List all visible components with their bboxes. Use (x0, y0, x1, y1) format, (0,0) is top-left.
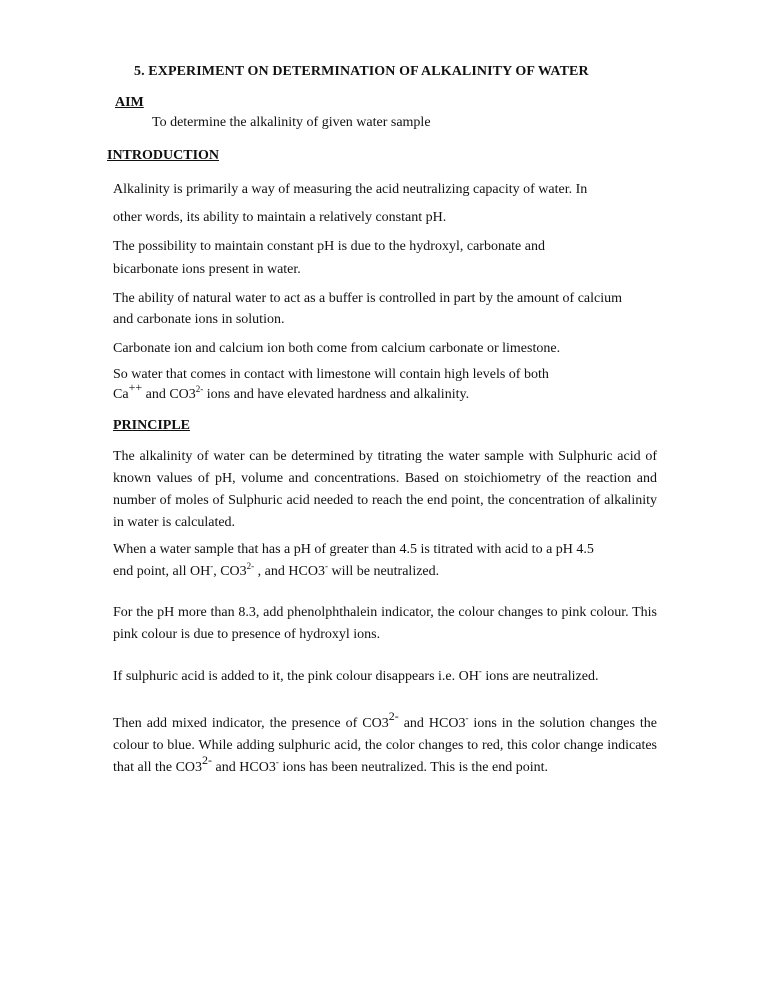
principle-paragraph-5 (113, 709, 657, 779)
intro-line-5: The ability of natural water to act as a buffer is controlled in part by the amount of calcium (113, 291, 623, 306)
intro-line-7: Carbonate ion and calcium ion both come from calcium carbonate or limestone. (113, 341, 561, 356)
co3-text: and CO3 (142, 387, 196, 402)
introduction-heading: INTRODUCTION (107, 148, 220, 163)
para2-text-c: , and HCO3 (254, 564, 325, 579)
intro-line-2: other words, its ability to maintain a relatively constant pH. (113, 210, 447, 225)
principle-paragraph-1: The alkalinity of water can be determined by titrating the water sample with Sulphuric acid of known values of pH, volume and concentrations. Based on stoichiometry of the reaction and number of moles of Sulphuric acid needed to reach the end point, the concentration of alkalinity in water is calculated. (113, 449, 657, 530)
para2-text-b: , CO3 (213, 564, 247, 579)
para2-text-a: end point, all OH (113, 564, 211, 579)
hco3-superscript-2: - (465, 713, 469, 723)
hco3-superscript-3: - (275, 757, 279, 767)
intro-line-6: and carbonate ions in solution. (113, 312, 285, 327)
intro-line-1: Alkalinity is primarily a way of measuring the acid neutralizing capacity of water. In (113, 182, 588, 197)
para5-text-d: and HCO3 (212, 760, 276, 775)
para5-text-c: ions in the solution changes the colour to blue. While adding sulphuric acid, the color changes to red, this color change indicates that all the CO3 (113, 716, 657, 775)
principle-paragraph-3: For the pH more than 8.3, add phenolphthalein indicator, the colour changes to pink colour. This pink colour is due to presence of hydroxyl ions. (113, 605, 657, 642)
co3-superscript: 2- (195, 384, 204, 394)
para5-text-b: and HCO3 (398, 716, 466, 731)
para5-text-a: Then add mixed indicator, the presence of CO3 (113, 716, 389, 731)
principle-paragraph-4 (113, 666, 657, 688)
oh-superscript-2: - (478, 666, 482, 676)
oh-superscript: - (210, 561, 214, 571)
intro-line-3: The possibility to maintain constant pH is due to the hydroxyl, carbonate and (113, 239, 545, 254)
aim-text: To determine the alkalinity of given water sample (152, 115, 431, 130)
aim-heading: AIM (115, 95, 144, 110)
intro-line-9 (113, 380, 470, 406)
principle-heading: PRINCIPLE (113, 418, 191, 433)
intro-line-8: So water that comes in contact with limestone will contain high levels of both (113, 367, 549, 382)
ca-superscript: ++ (128, 380, 143, 394)
intro-line-4: bicarbonate ions present in water. (113, 262, 301, 277)
hco3-superscript: - (324, 561, 328, 571)
co3-superscript-4: 2- (202, 753, 213, 767)
para2-line1: When a water sample that has a pH of greater than 4.5 is titrated with acid to a pH 4.5 (113, 542, 594, 557)
intro-line-9-end: ions and have elevated hardness and alkalinity. (203, 387, 470, 402)
para5-text-e: ions has been neutralized. This is the end point. (278, 760, 549, 775)
ca-text: Ca (113, 387, 129, 402)
para4-text-a: If sulphuric acid is added to it, the pink colour disappears i.e. OH (113, 669, 479, 684)
para4-text-b: ions are neutralized. (481, 669, 599, 684)
co3-superscript-2: 2- (246, 561, 255, 571)
co3-superscript-3: 2- (388, 709, 399, 723)
para2-text-d: will be neutralized. (327, 564, 440, 579)
document-title: 5. EXPERIMENT ON DETERMINATION OF ALKALINITY OF WATER (134, 64, 589, 79)
principle-paragraph-2 (113, 539, 657, 583)
